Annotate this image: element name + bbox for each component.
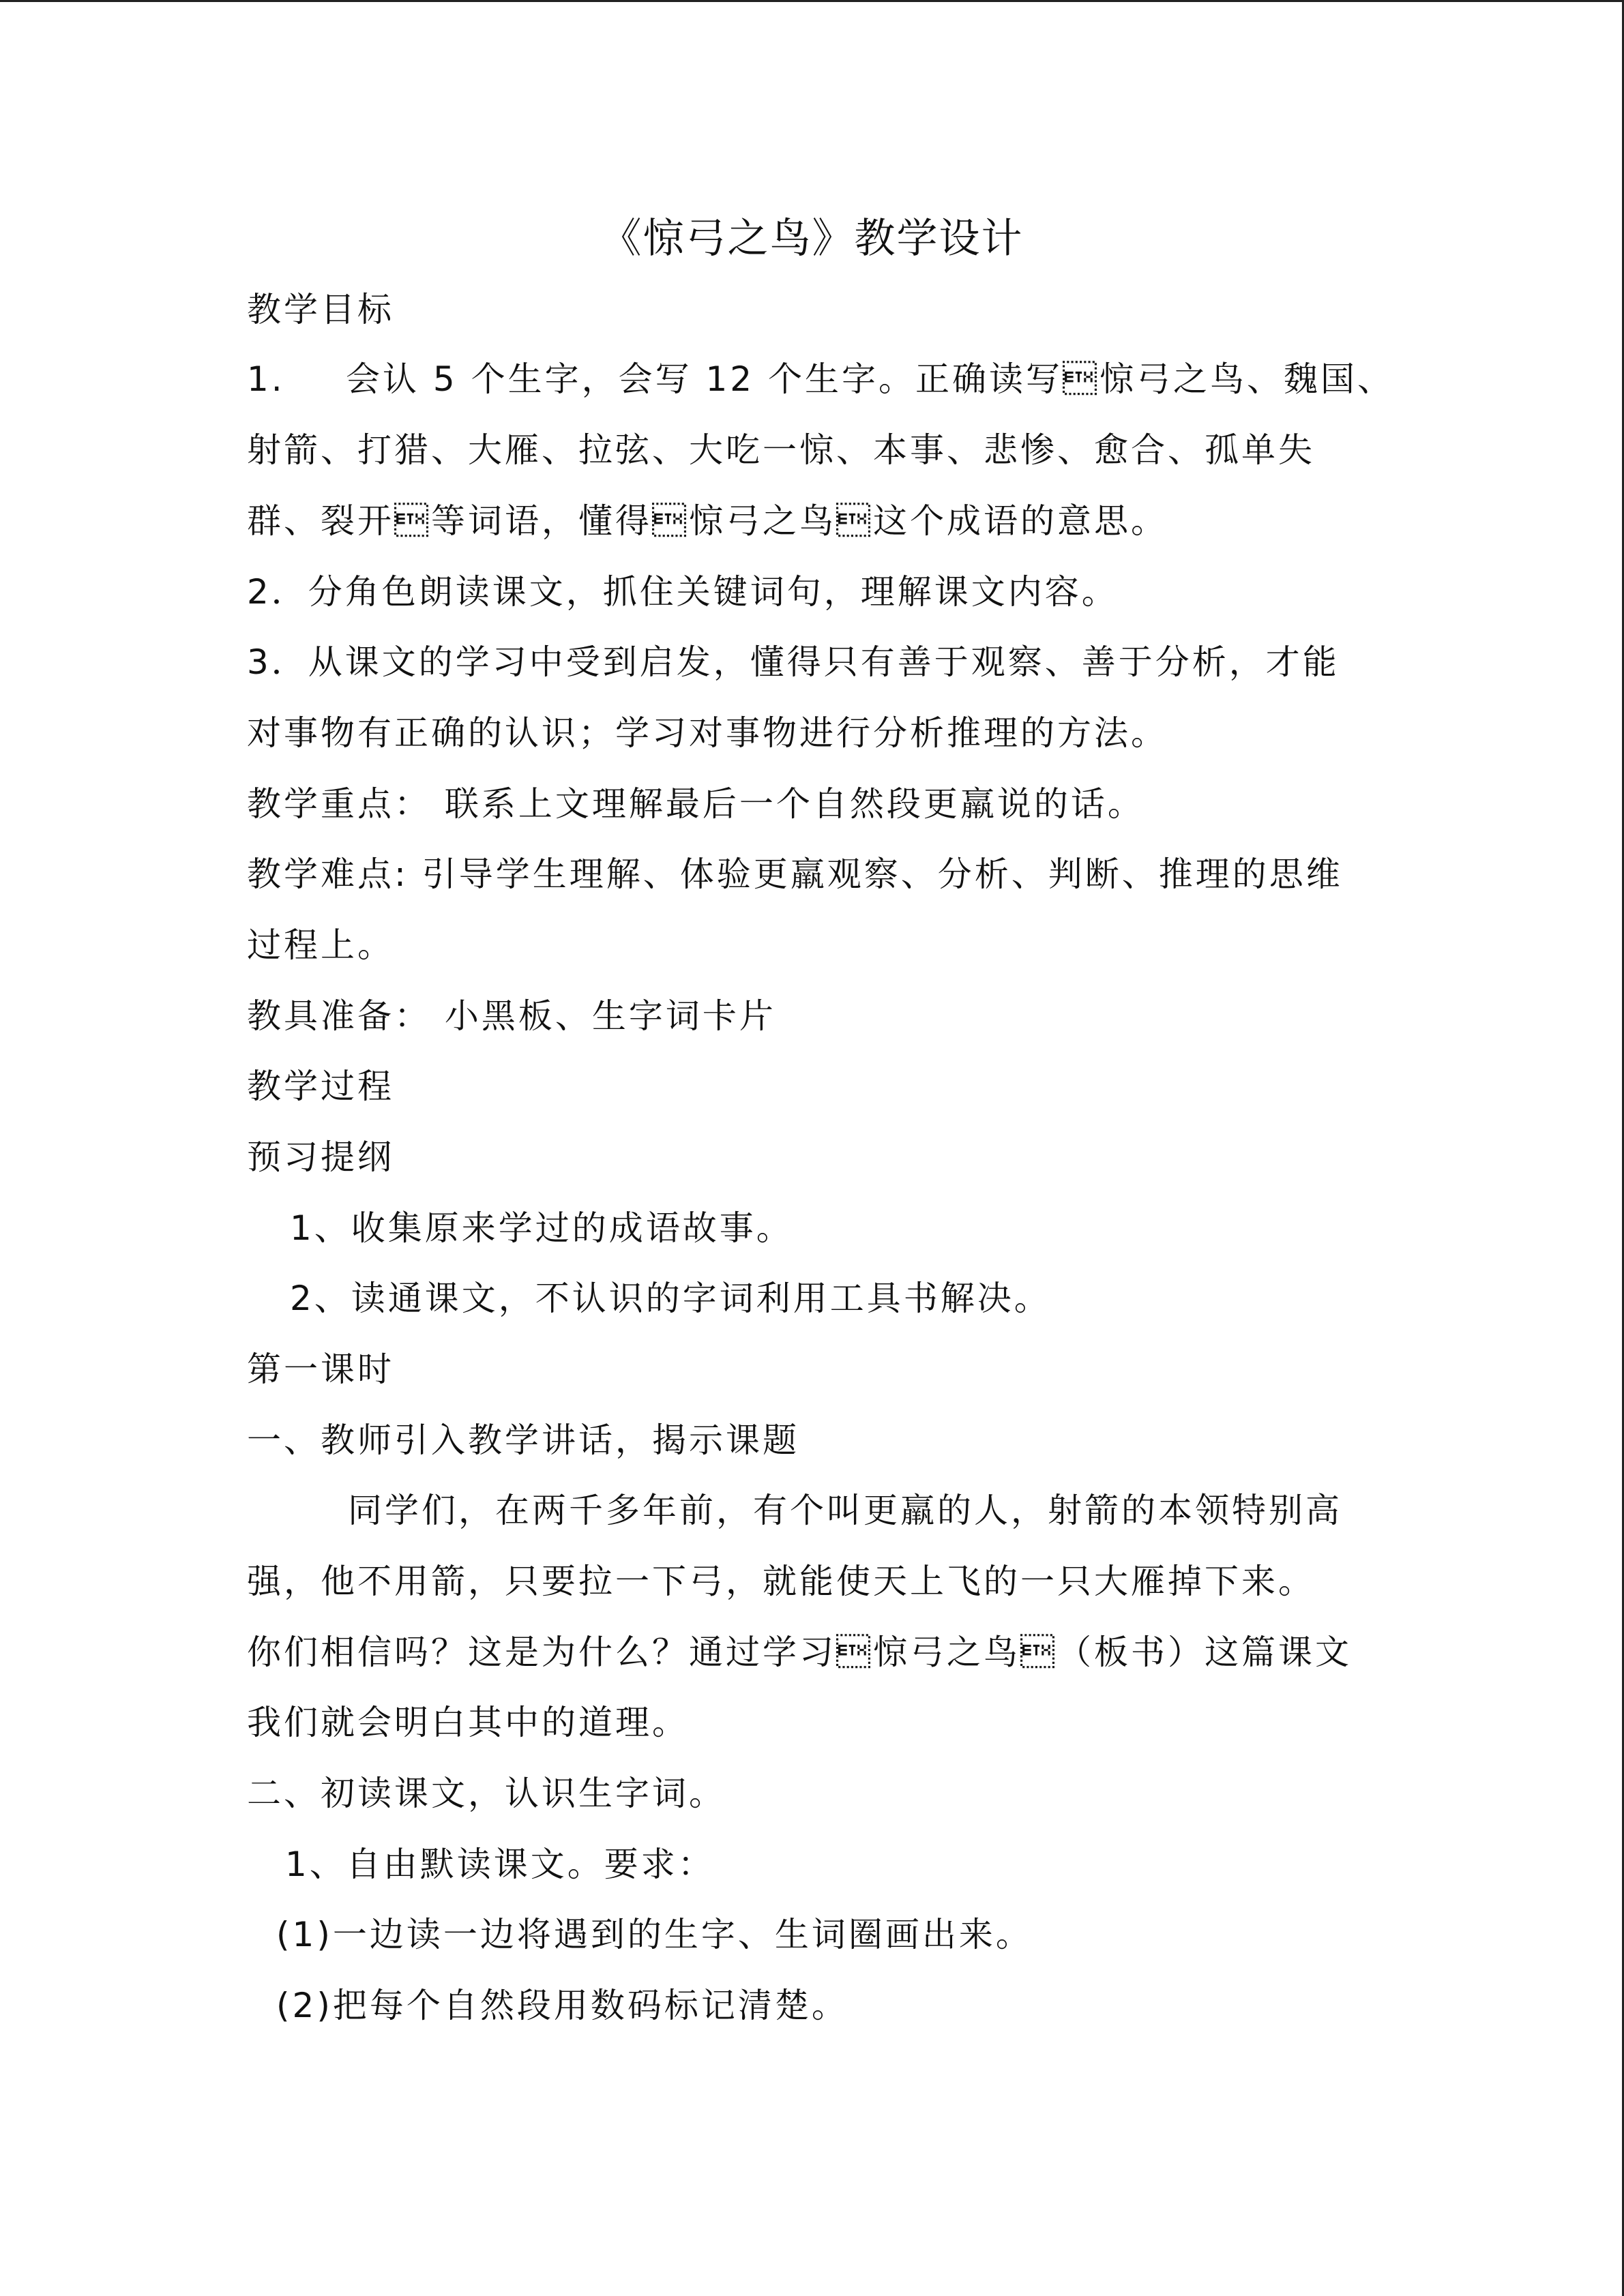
preview-item-2: 2、读通课文，不认识的字词利用工具书解决。 — [290, 1279, 1051, 1318]
goals-heading: 教学目标 — [247, 290, 394, 329]
preview-item-1: 1、收集原来学过的成语故事。 — [290, 1208, 793, 1248]
preview-heading: 预习提纲 — [247, 1137, 394, 1177]
goal-3-line-2: 对事物有正确的认识；学习对事物进行分析推理的方法。 — [247, 713, 1168, 753]
goal-1-line-2: 射箭、打猎、大雁、拉弦、大吃一惊、本事、悲惨、愈合、孤单失 — [247, 430, 1315, 470]
goal-1-number: 1. — [247, 359, 285, 399]
section-2-heading: 二、初读课文，认识生字词。 — [247, 1774, 726, 1813]
requirement-2: (2)把每个自然段用数码标记清楚。 — [276, 1986, 848, 2025]
intro-paragraph-line-2: 强，他不用箭，只要拉一下弓，就能使天上飞的一只大雁掉下来。 — [247, 1562, 1315, 1601]
intro-paragraph-line-1: 同学们，在两千多年前，有个叫更羸的人，射箭的本领特别高 — [348, 1491, 1342, 1530]
goal-3-line-1: 3．从课文的学习中受到启发，懂得只有善于观察、善于分析，才能 — [247, 642, 1340, 682]
intro-paragraph-line-3: 你们相信吗？这是为什么？通过学习惊弓之鸟（板书）这篇课文 — [247, 1632, 1352, 1672]
difficulty-line-2: 过程上。 — [247, 925, 394, 965]
step-1: 1、自由默读课文。要求： — [285, 1845, 715, 1884]
difficulty-line-1: 教学难点: 引导学生理解、体验更羸观察、分析、判断、推理的思维 — [247, 854, 1343, 894]
lesson-1-heading: 第一课时 — [247, 1350, 394, 1389]
goal-1-line-1 — [247, 352, 1394, 406]
materials: 教具准备： 小黑板、生字词卡片 — [247, 996, 776, 1036]
goal-1-line-3: 群、裂开等词语，懂得惊弓之鸟这个成语的意思。 — [247, 501, 1168, 541]
intro-paragraph-line-4: 我们就会明白其中的道理。 — [247, 1703, 689, 1742]
section-1-heading: 一、教师引入教学讲话，揭示课题 — [247, 1420, 799, 1460]
key-point: 教学重点： 联系上文理解最后一个自然段更羸说的话。 — [247, 784, 1145, 824]
goal-1-text: 会认 5 个生字，会写 12 个生字。正确读写惊弓之鸟、魏国、 — [346, 359, 1395, 399]
goal-2: 2．分角色朗读课文，抓住关键词句，理解课文内容。 — [247, 572, 1119, 612]
page-border-top — [0, 0, 1624, 2]
process-heading: 教学过程 — [247, 1067, 394, 1106]
requirement-1: (1)一边读一边将遇到的生字、生词圈画出来。 — [276, 1915, 1033, 1954]
document-title: 《惊弓之鸟》教学设计 — [600, 215, 1024, 263]
